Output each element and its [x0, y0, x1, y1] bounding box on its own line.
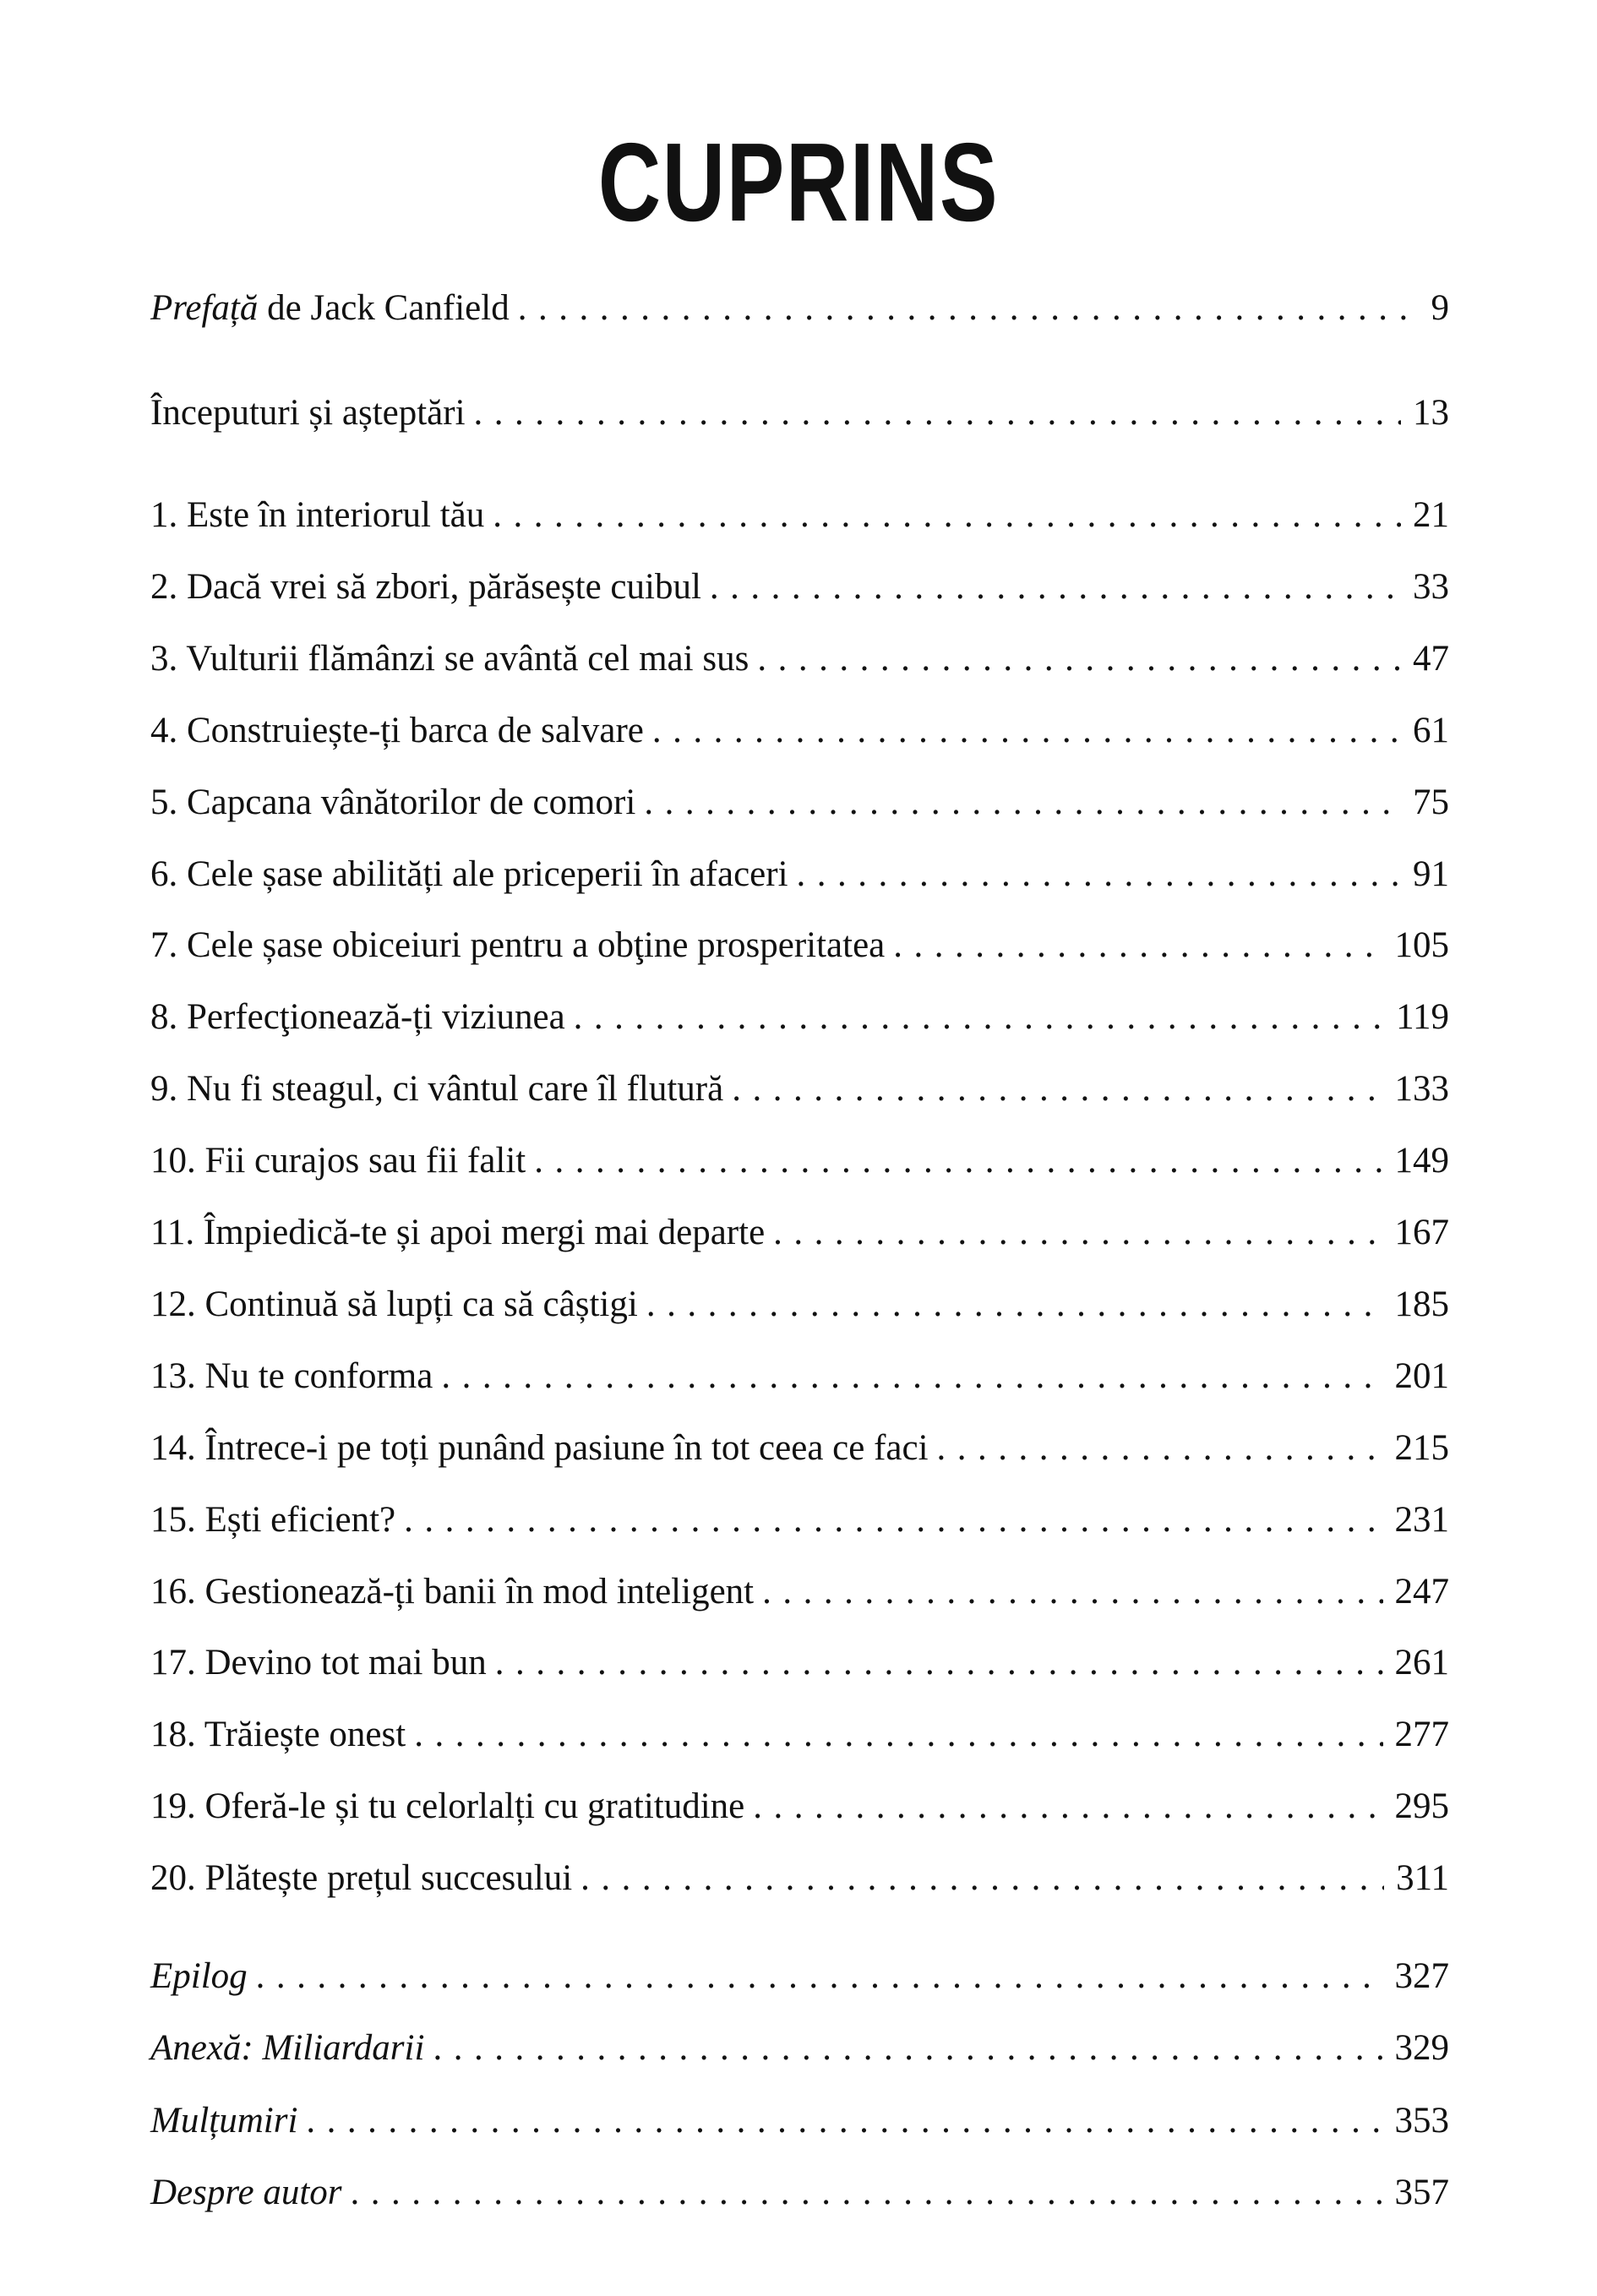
entry-title: [150, 1571, 754, 1612]
entry-title: [150, 924, 885, 966]
dot-leader: [797, 854, 1401, 895]
entry-title: [150, 1355, 433, 1397]
dot-leader: [414, 1714, 1382, 1755]
dot-leader: [773, 1212, 1382, 1253]
toc-entry-chapter[interactable]: [150, 782, 1449, 832]
chapter-title: 10. Fii curajos sau fii falit: [150, 1141, 526, 1181]
entry-title: [150, 1786, 744, 1827]
toc-entry-chapter[interactable]: [150, 1571, 1449, 1622]
entry-title: [150, 566, 701, 608]
chapter-title: 14. Întrece-i pe toți punând pasiune în tot ceea ce faci: [150, 1427, 929, 1468]
dot-leader: [306, 2100, 1382, 2141]
page-number: 9: [1431, 288, 1449, 328]
page-number: 201: [1394, 1355, 1449, 1396]
dot-leader: [441, 1355, 1382, 1397]
back-matter-title: Epilog: [150, 1956, 248, 1996]
page-number: 21: [1413, 495, 1449, 535]
back-matter-title: Mulțumiri: [150, 2100, 298, 2141]
toc-entry-chapter[interactable]: [150, 1642, 1449, 1693]
dot-leader: [534, 1140, 1382, 1181]
toc-entry-back[interactable]: [150, 1955, 1449, 2006]
toc-entry-chapter[interactable]: [150, 1284, 1449, 1334]
dot-leader: [493, 494, 1401, 536]
dot-leader: [433, 2027, 1382, 2069]
chapter-title: 20. Plătește prețul succesului: [150, 1858, 573, 1899]
page-number: 149: [1394, 1141, 1449, 1181]
toc-entry-chapter[interactable]: [150, 1355, 1449, 1406]
chapter-title: 2. Dacă vrei să zbori, părăsește cuibul: [150, 566, 701, 607]
dot-leader: [710, 566, 1401, 608]
page-number: 277: [1394, 1715, 1449, 1755]
chapter-title: 19. Oferă-le și tu celorlalți cu gratitudine: [150, 1786, 745, 1827]
dot-leader: [256, 1955, 1383, 1997]
page-number: 75: [1413, 782, 1449, 822]
entry-title: [150, 1642, 487, 1683]
page-number: 133: [1394, 1069, 1449, 1110]
chapter-title: 4. Construiește-ți barca de salvare: [150, 710, 644, 750]
page-number: 357: [1394, 2172, 1449, 2212]
dot-leader: [495, 1642, 1383, 1683]
toc-entry-front[interactable]: [150, 287, 1449, 338]
toc-entry-chapter[interactable]: [150, 1499, 1449, 1550]
entry-title-italic: Prefață: [150, 288, 259, 328]
dot-leader: [474, 392, 1401, 434]
toc-entry-front[interactable]: [150, 392, 1449, 443]
toc-entry-chapter[interactable]: [150, 1140, 1449, 1191]
page-number: 231: [1394, 1499, 1449, 1540]
toc-entry-chapter[interactable]: [150, 1786, 1449, 1836]
back-matter-title: Anexă: Miliardarii: [150, 2028, 425, 2069]
entry-title: [150, 494, 484, 536]
page-number: 353: [1394, 2100, 1449, 2141]
entry-title: [150, 782, 635, 823]
page-number: 261: [1394, 1643, 1449, 1683]
entry-title: [150, 1140, 526, 1181]
entry-title: [150, 287, 510, 329]
chapter-title: 15. Ești eficient?: [150, 1499, 396, 1540]
entry-title: [150, 1714, 406, 1755]
dot-leader: [518, 287, 1420, 329]
toc-entry-chapter[interactable]: [150, 566, 1449, 617]
chapter-title: 3. Vulturii flămânzi se avântă cel mai sus: [150, 638, 749, 679]
chapter-title: 8. Perfecţionează-ți viziunea: [150, 997, 565, 1038]
toc-entry-chapter[interactable]: [150, 1714, 1449, 1764]
toc-entry-chapter[interactable]: [150, 924, 1449, 975]
page-number: 167: [1394, 1213, 1449, 1252]
page-number: 185: [1394, 1284, 1449, 1324]
entry-title: [150, 1857, 572, 1899]
dot-leader: [351, 2172, 1383, 2213]
toc-entry-chapter[interactable]: [150, 1857, 1449, 1908]
toc-entry-chapter[interactable]: [150, 1427, 1449, 1478]
toc-entry-chapter[interactable]: [150, 710, 1449, 761]
dot-leader: [644, 782, 1401, 823]
toc-entry-back[interactable]: [150, 2100, 1449, 2151]
dot-leader: [652, 710, 1401, 751]
page-number: 327: [1394, 1956, 1449, 1996]
chapter-title: 11. Împiedică-te și apoi mergi mai departe: [150, 1213, 766, 1252]
page-number: 13: [1413, 393, 1449, 433]
chapter-title: 16. Gestionează-ți banii în mod inteligent: [150, 1571, 755, 1612]
entry-title: [150, 392, 466, 434]
chapter-title: 1. Este în interiorul tău: [150, 495, 485, 535]
toc-entry-chapter[interactable]: [150, 854, 1449, 904]
chapter-title: 13. Nu te conforma: [150, 1355, 433, 1396]
toc-entry-chapter[interactable]: [150, 638, 1449, 689]
page-number: 295: [1394, 1786, 1449, 1827]
page-number: 61: [1413, 710, 1449, 750]
entry-title: [150, 996, 565, 1038]
dot-leader: [574, 996, 1384, 1038]
dot-leader: [757, 638, 1401, 679]
entry-title: [150, 1499, 395, 1541]
chapter-title: 12. Continuă să lupți ca să câștigi: [150, 1284, 638, 1324]
chapter-title: 18. Trăiește onest: [150, 1715, 406, 1755]
entry-title: [150, 710, 644, 751]
entry-title: [150, 2172, 342, 2213]
page-number: 215: [1394, 1427, 1449, 1468]
dot-leader: [893, 924, 1382, 966]
chapter-title: 9. Nu fi steagul, ci vântul care îl flutură: [150, 1069, 724, 1110]
chapter-title: 5. Capcana vânătorilor de comori: [150, 782, 636, 822]
page-number: 311: [1396, 1858, 1449, 1899]
toc-entry-back[interactable]: [150, 2027, 1449, 2078]
entry-title: [150, 638, 749, 679]
entry-title: [150, 1955, 248, 1997]
entry-title: [150, 2027, 424, 2069]
entry-title: [150, 1427, 929, 1469]
dot-leader: [732, 1068, 1382, 1110]
dot-leader: [753, 1786, 1382, 1827]
entry-title: [150, 2100, 297, 2141]
chapter-title: 17. Devino tot mai bun: [150, 1643, 487, 1683]
chapter-title: 6. Cele șase abilități ale priceperii în afaceri: [150, 854, 788, 894]
page-number: 329: [1394, 2028, 1449, 2069]
page-number: 247: [1394, 1571, 1449, 1612]
page-number: 119: [1396, 997, 1449, 1038]
dot-leader: [937, 1427, 1383, 1469]
entry-title: [150, 1284, 638, 1325]
entry-title: [150, 1212, 765, 1253]
entry-title-text: de Jack Canfield: [258, 288, 510, 328]
chapter-title: 7. Cele șase obiceiuri pentru a obţine prosperitatea: [150, 925, 886, 966]
page-number: 105: [1394, 925, 1449, 966]
dot-leader: [580, 1857, 1384, 1899]
toc-entry-back[interactable]: [150, 2172, 1449, 2222]
dot-leader: [646, 1284, 1383, 1325]
entry-title: [150, 1068, 723, 1110]
toc-entry-chapter[interactable]: [150, 1068, 1449, 1119]
entry-title: [150, 854, 788, 895]
page-number: 47: [1413, 638, 1449, 679]
dot-leader: [404, 1499, 1382, 1541]
dot-leader: [762, 1571, 1382, 1612]
entry-title-text: Începuturi și așteptări: [150, 393, 466, 433]
toc-entry-chapter[interactable]: [150, 1212, 1449, 1263]
page-number: 91: [1413, 854, 1449, 894]
toc-entry-chapter[interactable]: [150, 996, 1449, 1047]
toc-entry-chapter[interactable]: [150, 494, 1449, 545]
back-matter-title: Despre autor: [150, 2172, 342, 2212]
page-title: CUPRINS: [597, 120, 1000, 244]
page-number: 33: [1413, 566, 1449, 607]
